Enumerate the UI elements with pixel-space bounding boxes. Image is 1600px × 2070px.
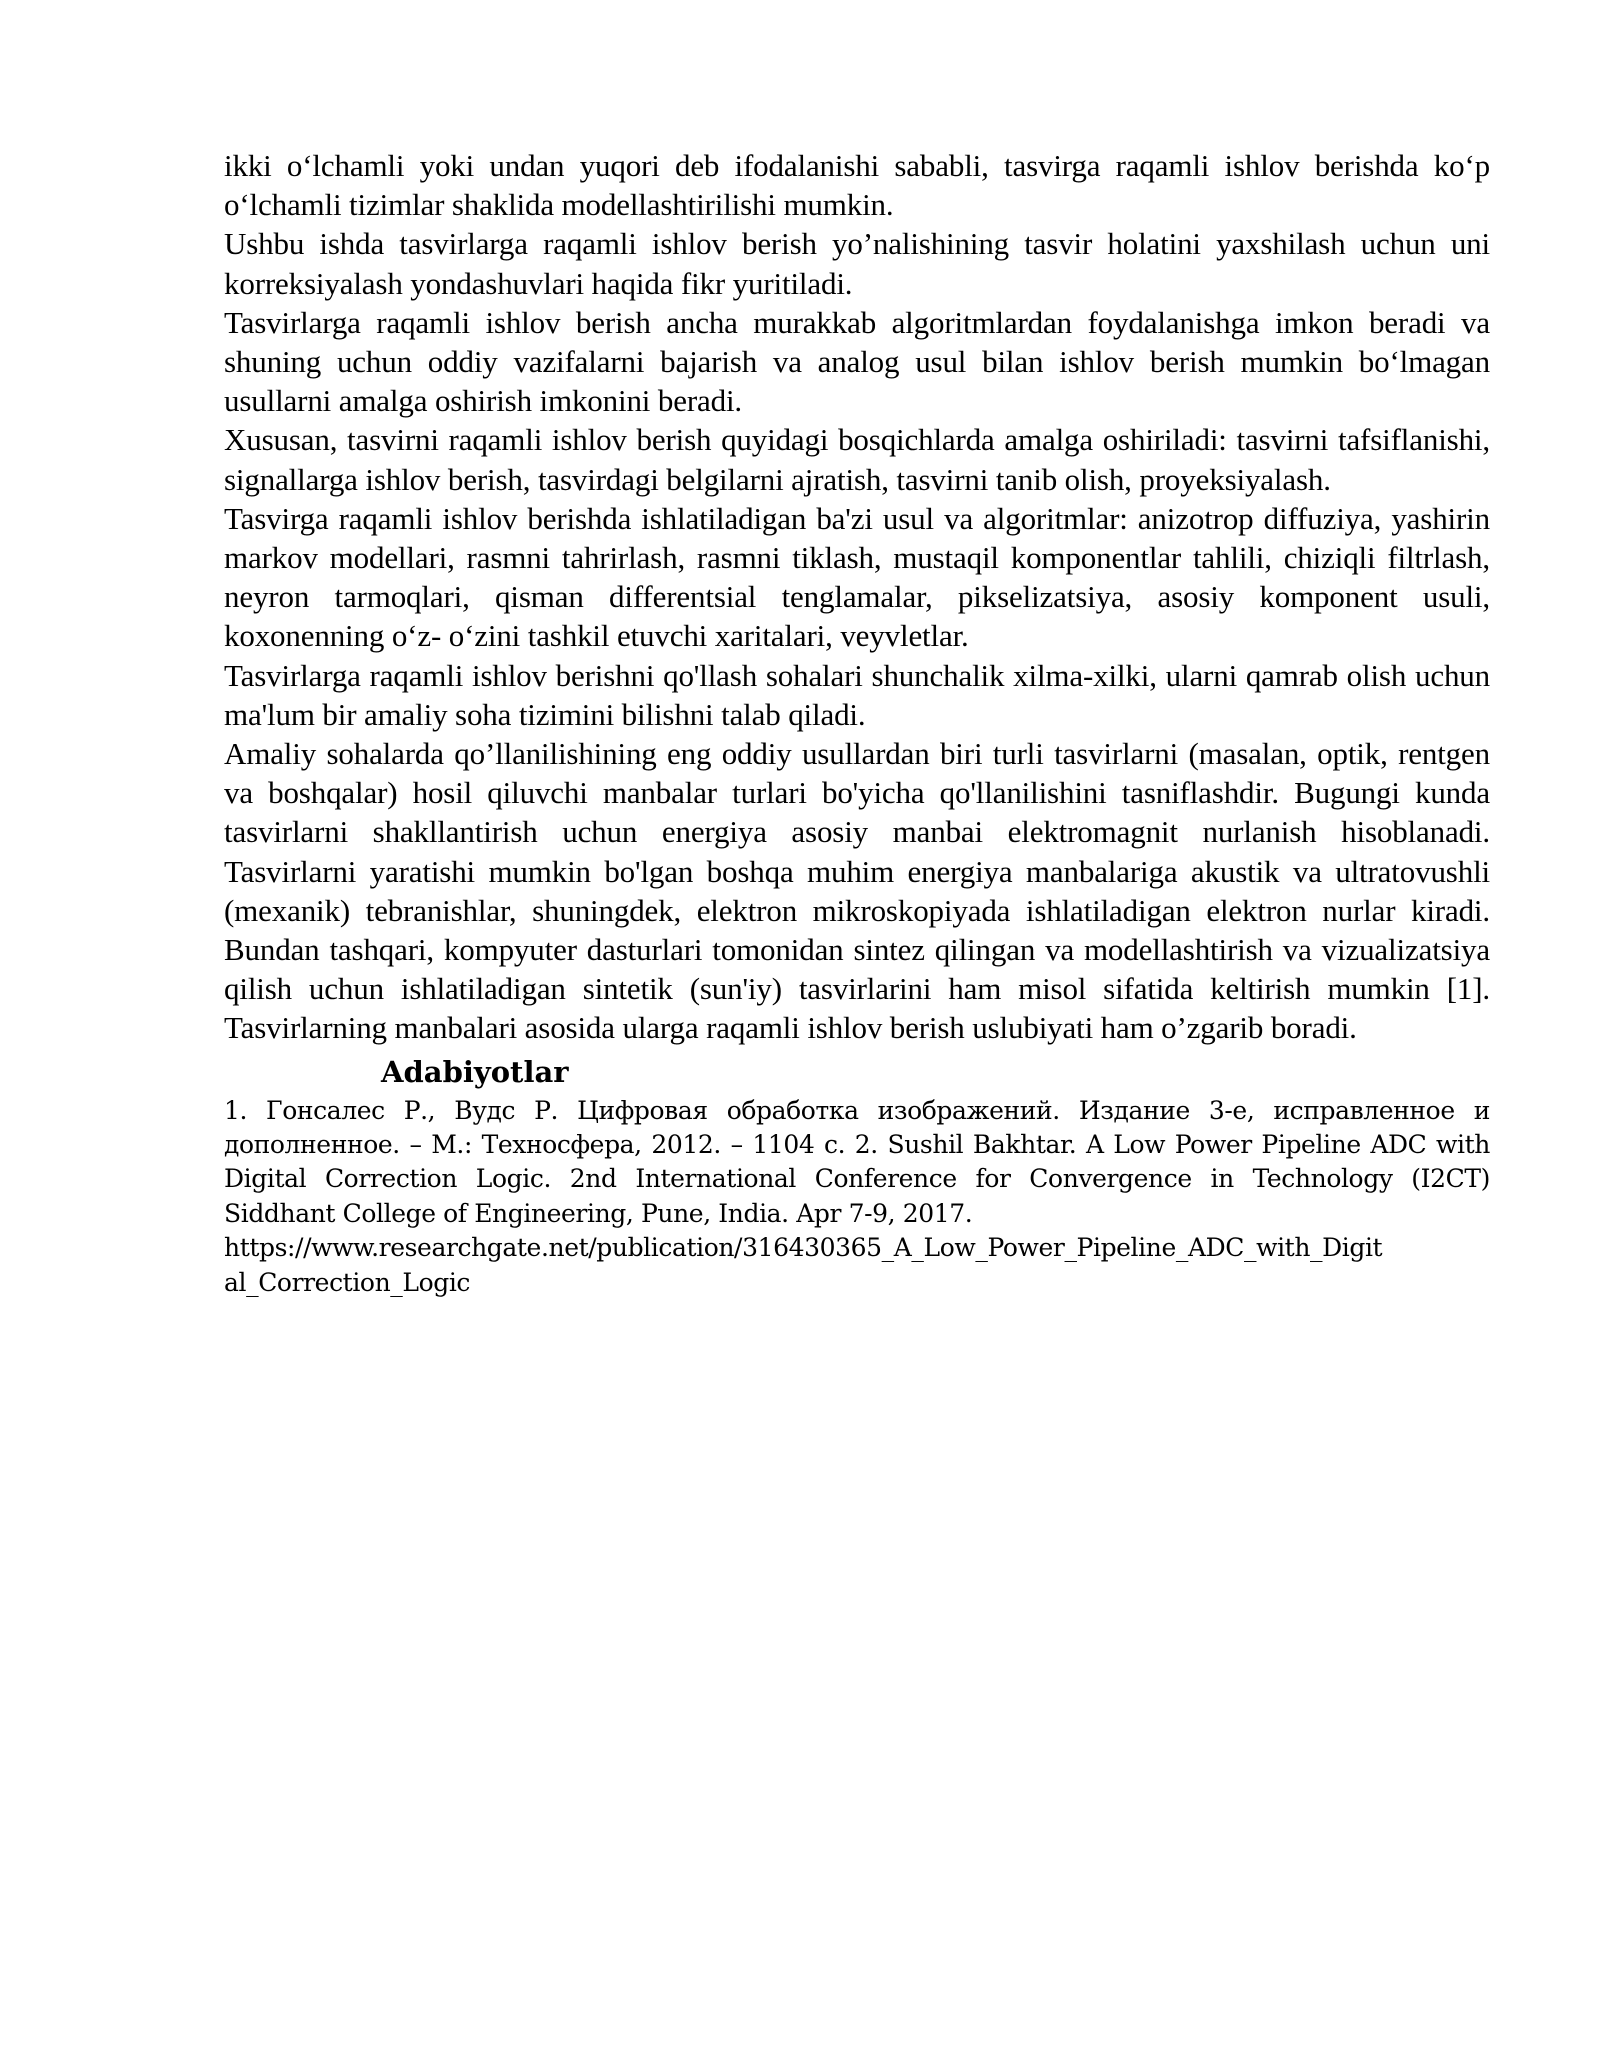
paragraph-4: Xususan, tasvirni raqamli ishlov berish quyidagi bosqichlarda amalga oshiriladi: tasvirni tafsiflanishi, signallarga ishlov berish, tasvirdagi belgilarni ajratish, tasvirni tanib olish, proyeksiyalash. (224, 422, 1490, 497)
document-page (224, 146, 1490, 1300)
reference-url[interactable]: https://www.researchgate.net/publication/316430365_A_Low_Power_Pipeline_ADC_with_Digital_Correction_Logic (224, 1233, 1383, 1297)
paragraph-6: Tasvirlarga raqamli ishlov berishni qo'llash sohalari shunchalik xilma-xilki, ularni qamrab olish uchun ma'lum bir amaliy soha tizimini bilishni talab qiladi. (224, 657, 1490, 732)
paragraph-2: Ushbu ishda tasvirlarga raqamli ishlov berish yo’nalishining tasvir holatini yaxshilash uchun uni korreksiyalash yondashuvlari haqida fikr yuritiladi. (224, 226, 1490, 301)
paragraph-7: Amaliy sohalarda qo’llanilishining eng oddiy usullardan biri turli tasvirlarni (masalan, optik, rentgen va boshqalar) hosil qiluvchi manbalar turlari bo'yicha qo'llanilishini tasniflashdir. Bugungi kunda tasvirlarni shakllantirish uchun energiya asosiy manbai elektromagnit nurlanish hisoblanadi. Tasvirlarni yaratishi mumkin bo'lgan boshqa muhim energiya manbalariga akustik va ultratovushli (mexanik) tebranishlar, shuningdek, elektron mikroskopiyada ishlatiladigan elektron nurlar kiradi. Bundan tashqari, kompyuter dasturlari tomonidan sintez qilingan va modellashtirish va vizualizatsiya qilish uchun ishlatiladigan sintetik (sun'iy) tasvirlarini ham misol sifatida keltirish mumkin [1]. Tasvirlarning manbalari asosida ularga raqamli ishlov berish uslubiyati ham o’zgarib boradi. (224, 736, 1490, 1046)
paragraph-1: ikki o‘lchamli yoki undan yuqori deb ifodalanishi sababli, tasvirga raqamli ishlov berishda ko‘p o‘lchamli tizimlar shaklida modellashtirilishi mumkin. (224, 148, 1490, 223)
references-text: 1. Гонсалес Р., Вудс Р. Цифровая обработка изображений. Издание 3-е, исправленное и дополненное. – М.: Техносфера, 2012. – 1104 с. 2. Sushil Bakhtar. A Low Power Pipeline ADC with Digital Correction Logic. 2nd International Conference for Convergence in Technology (I2CT) Siddhant College of Engineering, Pune, India. Apr 7-9, 2017. (224, 1095, 1490, 1228)
paragraph-3: Tasvirlarga raqamli ishlov berish ancha murakkab algoritmlardan foydalanishga imkon beradi va shuning uchun oddiy vazifalarni bajarish va analog usul bilan ishlov berish mumkin bo‘lmagan usullarni amalga oshirish imkonini beradi. (224, 304, 1490, 419)
references-heading: Adabiyotlar (381, 1054, 569, 1089)
references-section (224, 1094, 1490, 1300)
paragraph-5: Tasvirga raqamli ishlov berishda ishlatiladigan ba'zi usul va algoritmlar: anizotrop diffuziya, yashirin markov modellari, rasmni tahrirlash, rasmni tiklash, mustaqil komponentlar tahlili, chiziqli filtrlash, neyron tarmoqlari, qisman differentsial tenglamalar, pikselizatsiya, asosiy komponent usuli, koxonenning o‘z- o‘zini tashkil etuvchi xaritalari, veyvletlar. (224, 500, 1490, 654)
body-text (224, 146, 1490, 1048)
